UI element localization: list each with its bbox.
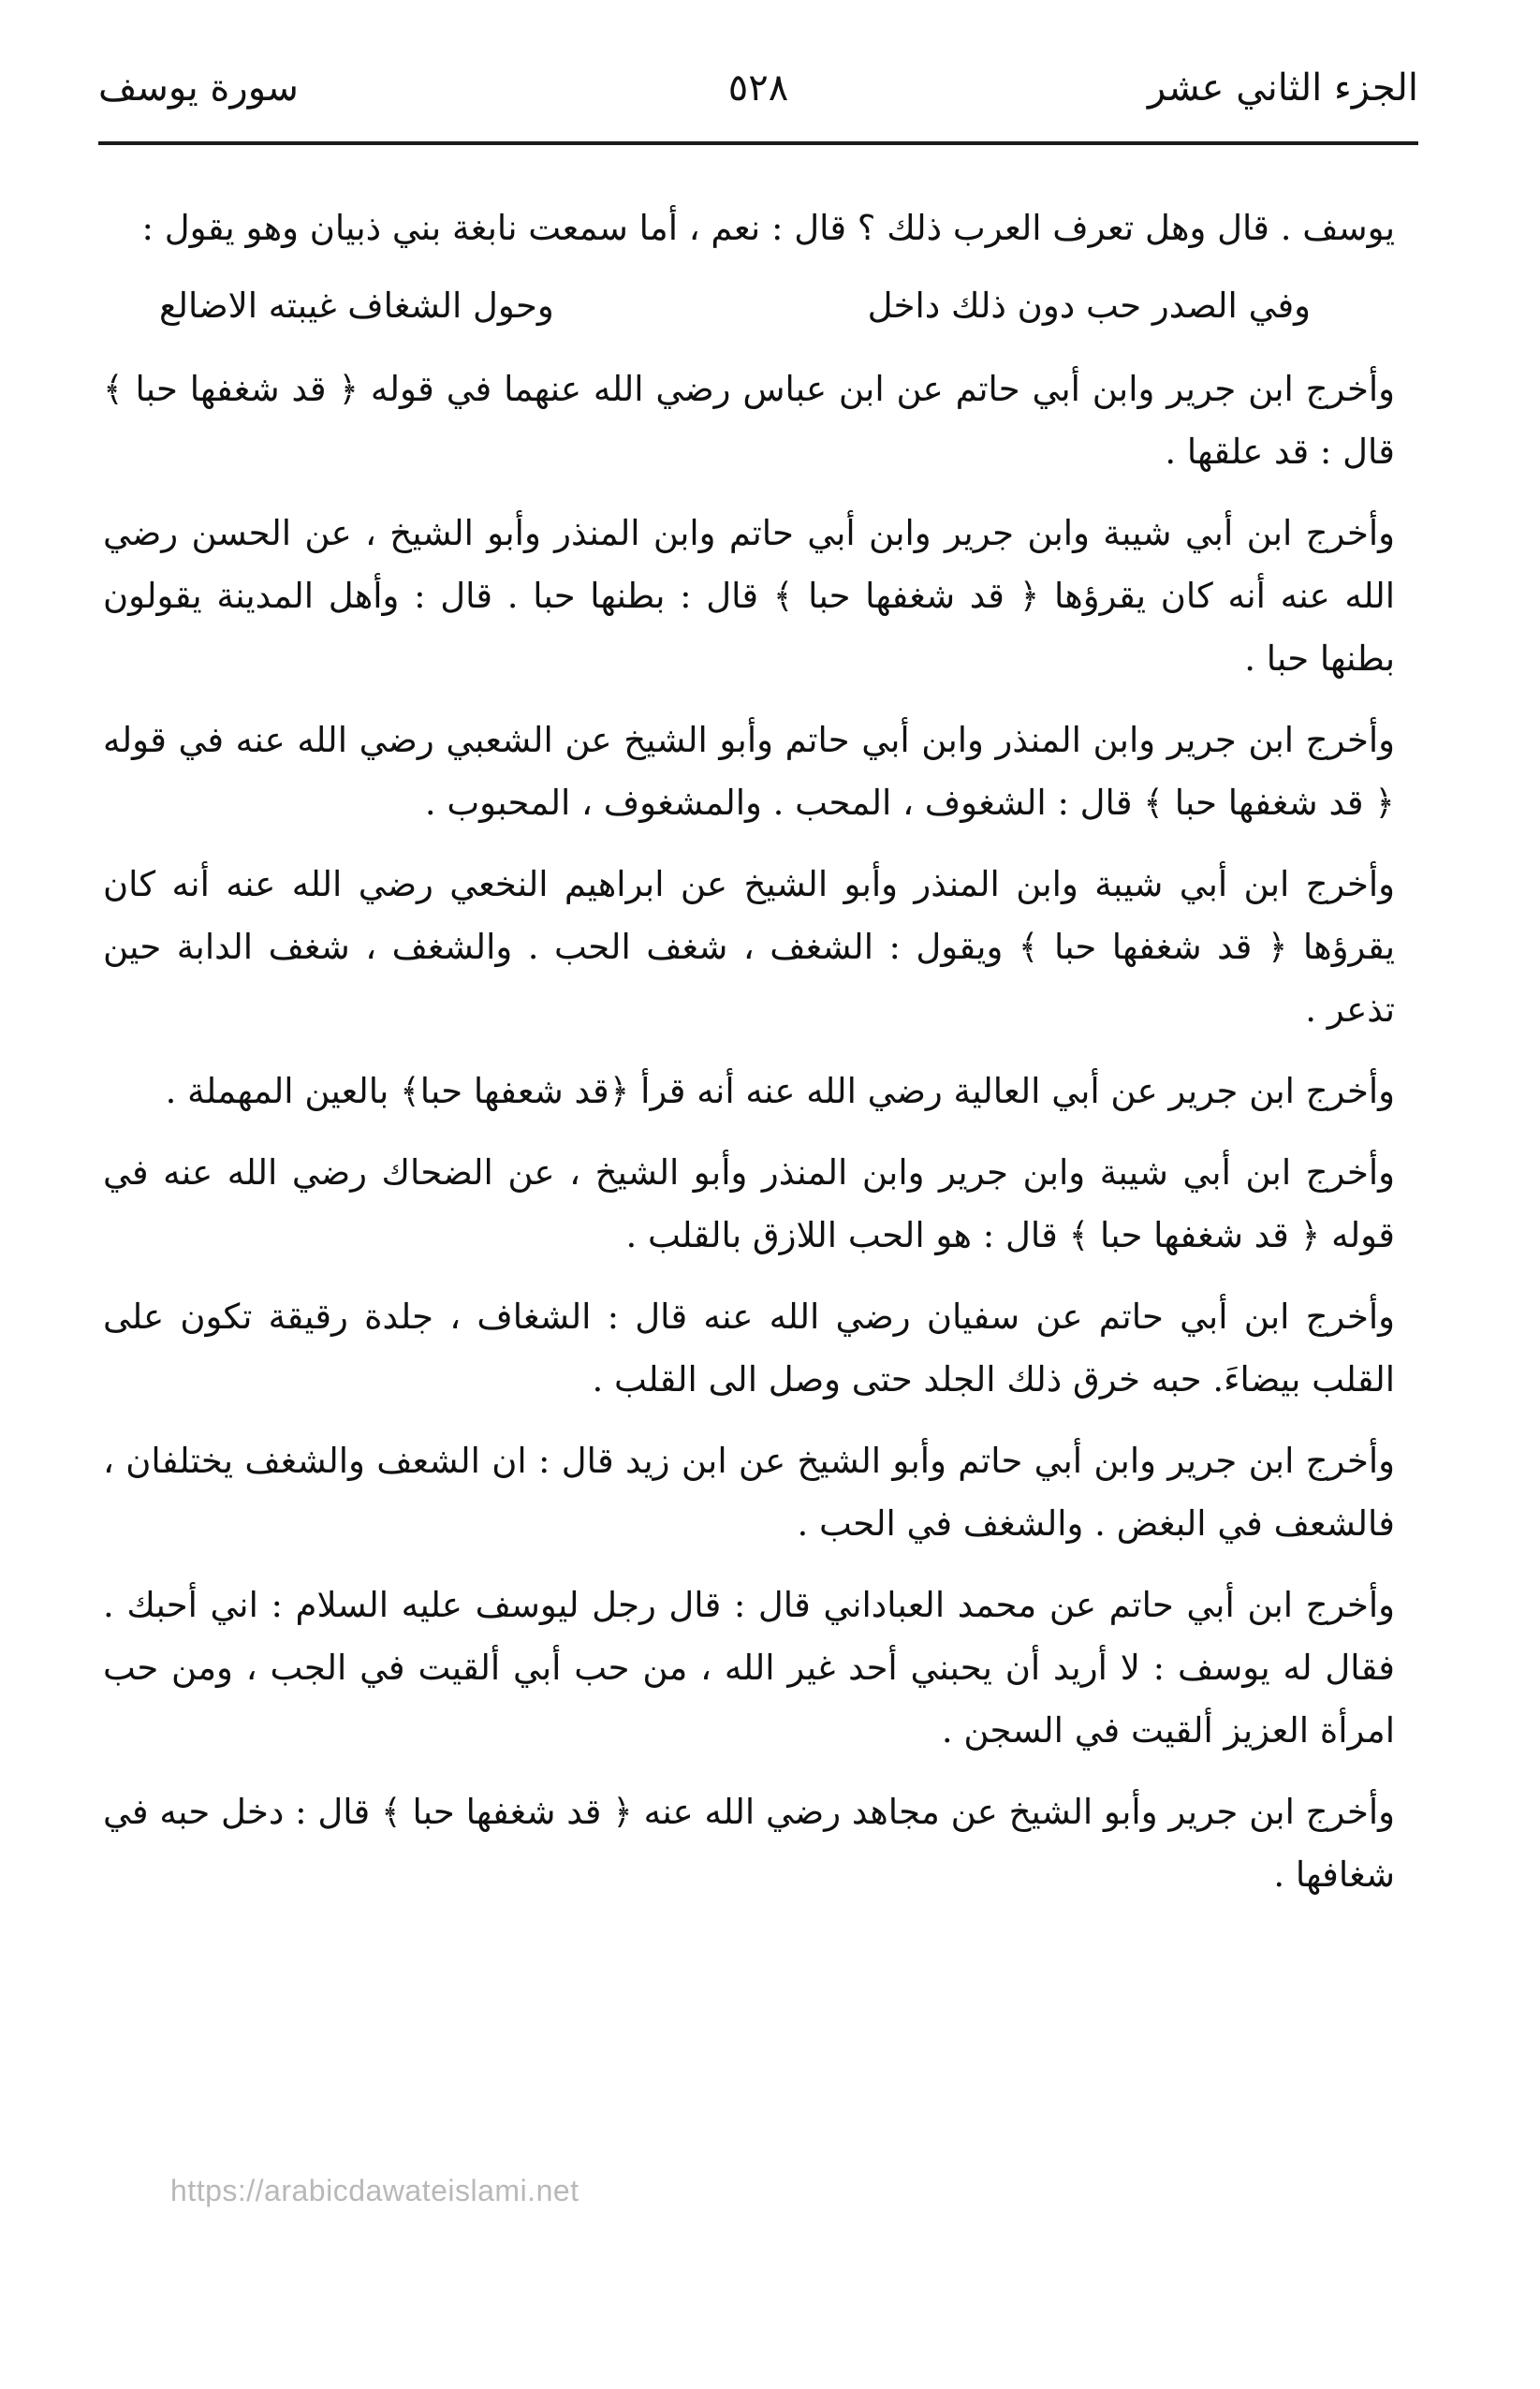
intro-paragraph: يوسف . قال وهل تعرف العرب ذلك ؟ قال : نعم ، أما سمعت نابغة بني ذبيان وهو يقول : [141,208,1395,248]
paragraph: وأخرج ابن جرير وابن أبي حاتم عن ابن عباس رضي الله عنهما في قوله ﴿ قد شغفها حبا ﴾ قال : قد علقها . [103,369,1395,472]
watermark-url: https://arabicdawateislami.net [170,2174,579,2207]
paragraph: وأخرج ابن جرير وابن المنذر وابن أبي حاتم وأبو الشيخ عن الشعبي رضي الله عنه في قوله ﴿ قد شغفها حبا ﴾ قال : الشغوف ، المحب . والمشغوف ، المحبوب . [103,720,1395,823]
page-body [103,197,1395,1925]
paragraph: وأخرج ابن أبي حاتم عن سفيان رضي الله عنه قال : الشغاف ، جلدة رقيقة تكون على القلب بيضاءَ. حبه خرق ذلك الجلد حتى وصل الى القلب . [103,1297,1395,1400]
verse-first-hemistich: وفي الصدر حب دون ذلك داخل [867,286,1311,326]
paragraph: وأخرج ابن جرير عن أبي العالية رضي الله عنه أنه قرأ ﴿قد شعفها حبا﴾ بالعين المهملة . [165,1071,1395,1111]
page-number: ٥٢٨ [727,66,789,110]
paragraph: وأخرج ابن أبي شيبة وابن المنذر وأبو الشيخ عن ابراهيم النخعي رضي الله عنه أنه كان يقرؤها ﴿ قد شغفها حبا ﴾ ويقول : الشغف ، شغف الحب . والشغف ، شغف الدابة حين تذعر . [103,864,1395,1030]
paragraph: وأخرج ابن أبي شيبة وابن جرير وابن المنذر وأبو الشيخ ، عن الضحاك رضي الله عنه في قوله ﴿ قد شغفها حبا ﴾ قال : هو الحب اللازق بالقلب . [103,1152,1395,1255]
header-rule [98,141,1418,145]
paragraph: وأخرج ابن جرير وابن أبي حاتم وأبو الشيخ عن ابن زيد قال : ان الشعف والشغف يختلفان ، فالشعف في البغض . والشغف في الحب . [103,1441,1395,1544]
paragraph: وأخرج ابن أبي حاتم عن محمد العباداني قال : قال رجل ليوسف عليه السلام : اني أحبك . فقال له يوسف : لا أريد أن يحبني أحد غير الله ، من حب أبي ألقيت في الجب ، ومن حب امرأة العزيز ألقيت في السجن . [103,1585,1395,1751]
page-header [98,45,1418,129]
paragraph: وأخرج ابن جرير وأبو الشيخ عن مجاهد رضي الله عنه ﴿ قد شغفها حبا ﴾ قال : دخل حبه في شغافها . [103,1792,1395,1895]
surah-title: سورة يوسف [98,66,299,110]
paragraph: وأخرج ابن أبي شيبة وابن جرير وابن أبي حاتم وابن المنذر وأبو الشيخ ، عن الحسن رضي الله عنه أنه كان يقرؤها ﴿ قد شغفها حبا ﴾ قال : بطنها حبا . قال : وأهل المدينة يقولون بطنها حبا . [103,513,1395,679]
verse-second-hemistich: وحول الشغاف غيبته الاضالع [159,286,554,326]
poetry-verse [103,274,1395,337]
juz-title: الجزء الثاني عشر [1147,66,1418,110]
